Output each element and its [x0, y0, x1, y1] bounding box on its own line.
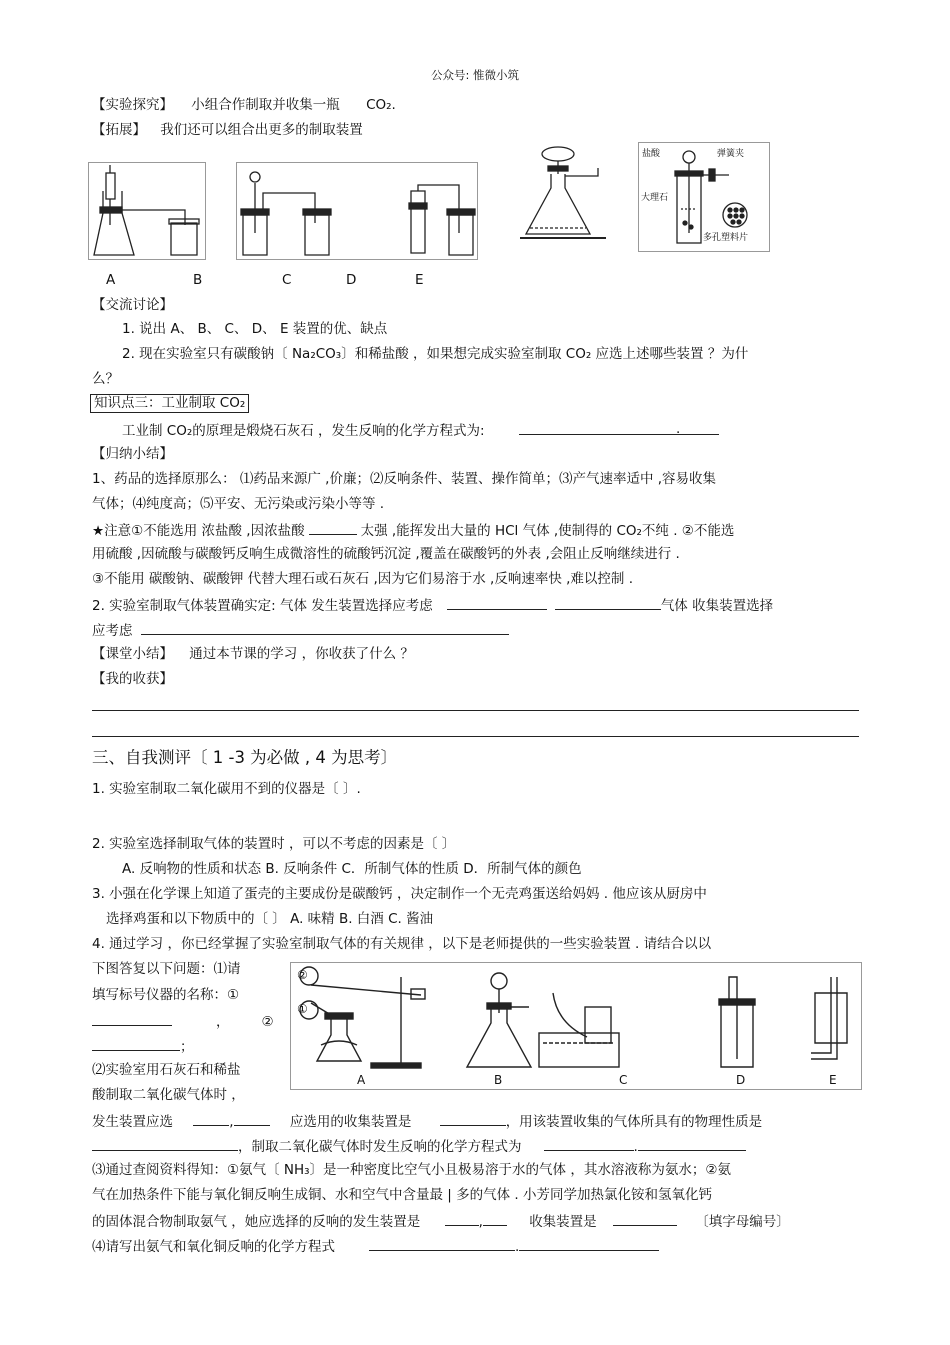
- self-test-q4g: 酸制取二氧化碳气体时 ，: [92, 1087, 245, 1103]
- q4h-text3: ，用该装置收集的气体所具有的物理性质是: [505, 1114, 763, 1130]
- gain-answer-line-1[interactable]: [92, 710, 859, 711]
- gen-apparatus-blank1[interactable]: [193, 1111, 229, 1126]
- fig-mark-1: ①: [297, 1002, 308, 1016]
- self-test-title: 三、自我测评〔 1 -3 为必做 , 4 为思考〕: [92, 748, 398, 767]
- self-test-q4j: ⑶通过查阅资料得知：①氨气〔 NH₃〕是一种密度比空气小且极易溶于水的气体 ，其水溶液称为氨水；②氨: [92, 1162, 731, 1178]
- exp-inquiry-label: 【实验探究】: [92, 97, 173, 113]
- equation2-blank-a[interactable]: [369, 1236, 515, 1251]
- property-blank[interactable]: [92, 1136, 238, 1151]
- self-test-q4b: 下图答复以下问题：⑴请: [92, 961, 241, 977]
- self-test-q4h: 发生装置应选 , 应选用的收集装置是 ，用该装置收集的气体所具有的物理性质是: [92, 1111, 762, 1131]
- instrument1-blank[interactable]: [92, 1011, 172, 1026]
- nh3-gen-blank1[interactable]: [445, 1211, 479, 1226]
- summary-note1-blank[interactable]: [309, 520, 357, 535]
- equation2-blank-b[interactable]: [519, 1236, 659, 1251]
- nh3-collect-blank[interactable]: [613, 1211, 677, 1226]
- self-test-q4i: [92, 1136, 746, 1156]
- self-test-q4d: [92, 1011, 274, 1031]
- apparatus-label-a: A: [106, 272, 116, 288]
- exp-inquiry-formula: CO₂.: [366, 97, 396, 113]
- collect-apparatus-blank[interactable]: [440, 1111, 506, 1126]
- discussion-label: 【交流讨论】: [92, 297, 173, 313]
- self-test-q4e: [92, 1036, 194, 1056]
- extension-line: [92, 121, 363, 139]
- q4l-text1: 的固体混合物制取氨气 ，她应选择的反响的发生装置是: [92, 1214, 421, 1230]
- self-test-q4m: [92, 1236, 659, 1256]
- self-test-q4l: 的固体混合物制取氨气 ，她应选择的反响的发生装置是 , 收集装置是 〔填字母编号〕: [92, 1211, 790, 1231]
- apparatus-cde-figure: [236, 162, 478, 260]
- self-test-q1: 1. 实验室制取二氧化碳用不到的仪器是〔 〕.: [92, 781, 361, 797]
- q4i-dot: .: [633, 1139, 638, 1155]
- summary-p2: [92, 595, 773, 615]
- self-test-q2-options: A. 反响物的性质和状态 B. 反响条件 C．所制气体的性质 D．所制气体的颜色: [122, 861, 582, 877]
- apparatus-label-b: B: [193, 272, 203, 288]
- fig-label-e: E: [829, 1073, 837, 1087]
- apparatus-label-c: C: [282, 272, 292, 288]
- summary-p2-blank1[interactable]: [447, 595, 547, 610]
- self-test-q3a: 3. 小强在化学课上知道了蛋壳的主要成份是碳酸钙 ，决定制作一个无壳鸡蛋送给妈妈 . 他应该从厨房中: [92, 886, 707, 902]
- q4l-text2: 收集装置是: [529, 1214, 597, 1230]
- q4h-text2: 应选用的收集装置是: [289, 1114, 412, 1130]
- summary-p2c: 应考虑: [92, 623, 133, 639]
- equation1-blank-b[interactable]: [638, 1136, 746, 1151]
- label-clamp: 弹簧夹: [717, 149, 745, 159]
- self-test-q2: 2. 实验室选择制取气体的装置时 ，可以不考虑的因素是〔 〕: [92, 836, 456, 852]
- self-test-q3b: 选择鸡蛋和以下物质中的〔 〕 A. 味精 B. 白酒 C. 酱油: [106, 911, 434, 927]
- q4-apparatus-figure: [290, 962, 862, 1090]
- class-summary-label: 【课堂小结】: [92, 646, 173, 662]
- knowledge3-line: [122, 420, 719, 440]
- marble-apparatus-figure: [638, 142, 770, 252]
- fig-mark-2: ②: [297, 968, 308, 982]
- knowledge3-title: [90, 394, 249, 412]
- discussion-q1: 1. 说出 A、 B、 C、 D、 E 装置的优、缺点: [122, 321, 388, 337]
- my-gain-label: 【我的收获】: [92, 671, 173, 687]
- apparatus-ab-figure: [88, 162, 206, 260]
- apparatus-label-e: E: [415, 272, 424, 288]
- extension-text: 我们还可以组合出更多的制取装置: [160, 122, 363, 138]
- nh3-gen-blank2[interactable]: [483, 1211, 507, 1226]
- q4m-text: ⑷请写出氨气和氧化铜反响的化学方程式: [92, 1239, 335, 1255]
- q4e-semicolon: ；: [180, 1039, 194, 1055]
- equation1-blank-a[interactable]: [544, 1136, 634, 1151]
- summary-note1b: 太强 ,能挥发出大量的 HCl 气体 ,使制得的 CO₂不纯 . ②不能选: [360, 523, 735, 539]
- q4m-dot: .: [515, 1239, 520, 1255]
- summary-note2: 用硫酸 ,因硫酸与碳酸钙反响生成微溶性的硫酸钙沉淀 ,覆盖在碳酸钙的外表 ,会阻止反响继续进行 .: [92, 546, 680, 562]
- q4d-mark2: ②: [261, 1014, 274, 1030]
- exp-inquiry-line: [92, 96, 396, 114]
- label-marble: 大理石: [641, 193, 669, 203]
- self-test-q4k: 气在加热条件下能与氧化铜反响生成铜、水和空气中含量最 | 多的气体 . 小芳同学加热氯化铵和氢氧化钙: [92, 1187, 713, 1203]
- summary-note1a: ★注意①不能选用 浓盐酸 ,因浓盐酸: [92, 523, 305, 539]
- self-test-q4c: 填写标号仪器的名称：①: [92, 987, 240, 1003]
- q4i-text1: ，制取二氧化碳气体时发生反响的化学方程式为: [238, 1139, 522, 1155]
- gain-answer-line-2[interactable]: [92, 736, 859, 737]
- extension-label: 【拓展】: [92, 122, 146, 138]
- knowledge3-blank[interactable]: [519, 420, 719, 435]
- summary-p2c-blank[interactable]: [141, 620, 509, 635]
- page-header: 公众号: 惟微小筑: [430, 68, 520, 82]
- exp-inquiry-text: 小组合作制取并收集一瓶: [191, 97, 340, 113]
- self-test-q4f: ⑵实验室用石灰石和稀盐: [92, 1062, 241, 1078]
- label-acid: 盐酸: [642, 149, 661, 159]
- summary-p2c-line: [92, 620, 509, 640]
- summary-note3: ③不能用 碳酸钠、碳酸钾 代替大理石或石灰石 ,因为它们易溶于水 ,反响速率快 ,难以控制 .: [92, 571, 634, 587]
- knowledge3-text: 工业制 CO₂的原理是煅烧石灰石 ，发生反响的化学方程式为:: [122, 423, 485, 439]
- fig-label-c: C: [619, 1073, 628, 1087]
- fig-label-d: D: [736, 1073, 746, 1087]
- discussion-q2b: 么？: [92, 371, 119, 387]
- q4d-comma: ，: [216, 1014, 230, 1030]
- q4h-text1: 发生装置应选: [92, 1114, 173, 1130]
- fig-label-b: B: [494, 1073, 503, 1087]
- discussion-q2a: 2. 现在实验室只有碳酸钠〔 Na₂CO₃〕和稀盐酸 ，如果想完成实验室制取 CO₂ 应选上述哪些装置 ？为什: [122, 346, 749, 362]
- knowledge3-end: .: [676, 421, 681, 437]
- summary-note1: [92, 520, 734, 540]
- flask-apparatus-figure: [518, 142, 610, 240]
- fig-label-a: A: [357, 1073, 366, 1087]
- class-summary-line: [92, 645, 414, 663]
- summary-p1b: 气体；⑷纯度高；⑸平安、无污染或污染小等等 .: [92, 496, 385, 512]
- knowledge3-title-box: 知识点三：工业制取 CO₂: [90, 394, 249, 413]
- summary-p2-blank2[interactable]: [555, 595, 661, 610]
- class-summary-text: 通过本节课的学习 ，你收获了什么 ？: [189, 646, 414, 662]
- q4l-text3: 〔填字母编号〕: [695, 1214, 790, 1230]
- summary-p2b: 气体 收集装置选择: [660, 598, 774, 614]
- apparatus-label-d: D: [346, 272, 357, 288]
- label-plate: 多孔塑料片: [703, 233, 749, 243]
- gen-apparatus-blank2[interactable]: [234, 1111, 270, 1126]
- self-test-q4a: 4. 通过学习 ，你已经掌握了实验室制取气体的有关规律 ，以下是老师提供的一些实验装置 . 请结合以以: [92, 936, 712, 952]
- instrument2-blank[interactable]: [92, 1036, 180, 1051]
- summary-label: 【归纳小结】: [92, 446, 173, 462]
- summary-p1a: 1、药品的选择原那么： ⑴药品来源广 ,价廉；⑵反响条件、装置、操作简单；⑶产气速率适中 ,容易收集: [92, 471, 717, 487]
- summary-p2a: 2. 实验室制取气体装置确实定: 气体 发生装置选择应考虑: [92, 598, 433, 614]
